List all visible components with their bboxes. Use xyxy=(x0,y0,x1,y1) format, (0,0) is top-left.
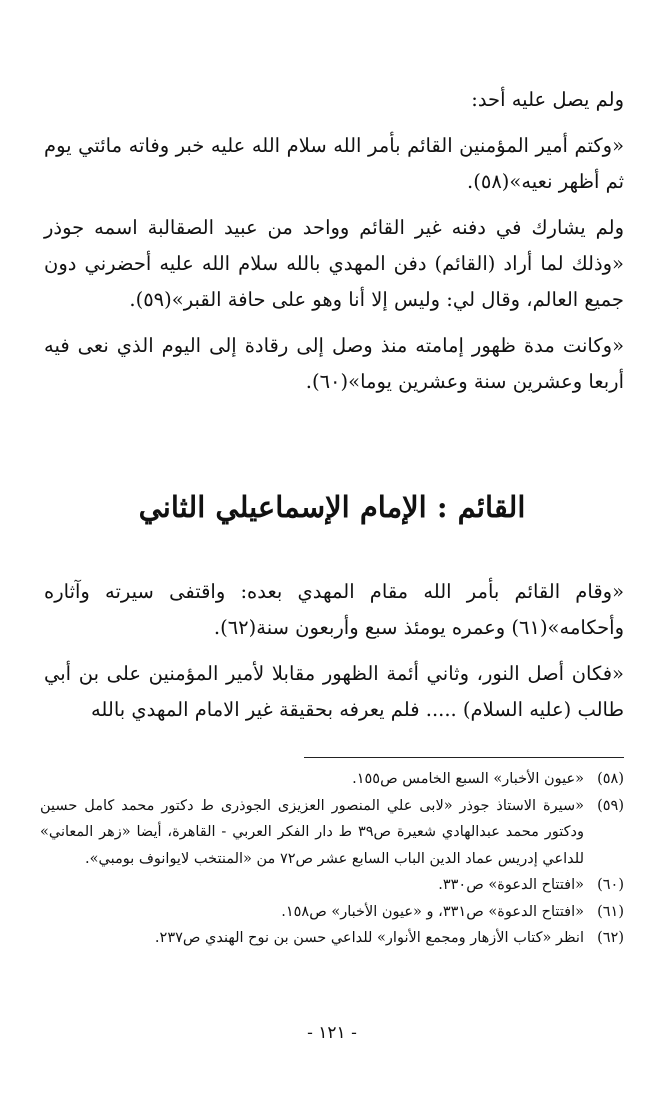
footnote-text: «عيون الأخبار» السبع الخامس ص١٥٥. xyxy=(352,771,584,787)
footnote-59 xyxy=(40,793,624,873)
footnote-58 xyxy=(40,766,624,793)
body-text-top xyxy=(0,82,664,400)
footnote-number: (٥٨) xyxy=(597,771,624,787)
section-paragraph-2: «فكان أصل النور، وثاني أئمة الظهور مقابلا لأمير المؤمنين على بن أبي طالب (عليه السلام) ..... فلم يعرفه بحقيقة غير الامام المهدي بالله xyxy=(44,662,624,721)
paragraph-1: ولم يصل عليه أحد: xyxy=(471,88,624,111)
footnote-60 xyxy=(40,872,624,899)
footnote-number: (٥٩) xyxy=(597,797,624,814)
footnote-62 xyxy=(40,925,624,952)
section-paragraph-1: «وقام القائم بأمر الله مقام المهدي بعده: واقتفى سيرته وآثاره وأحكامه»(٦١) وعمره يومئذ سبع وأربعون سنة(٦٢). xyxy=(44,580,624,639)
paragraph-4: «وكانت مدة ظهور إمامته منذ وصل إلى رقادة إلى اليوم الذي نعى فيه أربعا وعشرين سنة وعشرين يوما»(٦٠). xyxy=(44,334,624,393)
footnote-text: «افتتاح الدعوة» ص٣٣١، و «عيون الأخبار» ص١٥٨. xyxy=(281,903,584,920)
section-title: القائم : الإمام الإسماعيلي الثاني xyxy=(138,490,526,524)
footnotes xyxy=(0,766,664,952)
footnote-number: (٦١) xyxy=(597,903,624,920)
footnote-61 xyxy=(40,899,624,926)
footnote-text: «سيرة الاستاذ جوذر «لابى علي المنصور العزيزى الجوذرى ط دكتور محمد كامل حسين ودكتور محمد عبدالهادي شعيرة ص٣٩ ط دار الفكر العربي - القاهرة، أيضا «زهر المعاني» للداعي إدريس عماد الدين الباب السابع عشر ص٧٢ من «المنتخب لايوانوف بومبي». xyxy=(40,797,584,867)
footnote-text: انظر «كتاب الأزهار ومجمع الأنوار» للداعي حسن بن نوح الهندي ص٢٣٧. xyxy=(154,930,584,946)
paragraph-3: ولم يشارك في دفنه غير القائم وواحد من عبيد الصقالبة اسمه جوذر «وذلك لما أراد (القائم) دفن المهدي بالله سلام الله عليه أحضرني دون جميع العالم، وقال لي: وليس إلا أنا وهو على حافة القبر»(٥٩). xyxy=(44,216,624,311)
footnote-number: (٦٠) xyxy=(597,877,624,893)
paragraph-2: «وكتم أمير المؤمنين القائم بأمر الله سلام الله عليه خبر وفاته مائتي يوم ثم أظهر نعيه»(٥٨). xyxy=(44,134,624,193)
footnote-text: «افتتاح الدعوة» ص٣٣٠. xyxy=(438,877,584,893)
footnote-number: (٦٢) xyxy=(597,930,624,946)
body-text-section xyxy=(0,574,664,728)
footnote-divider xyxy=(304,757,624,758)
page-number: - ١٢١ - xyxy=(307,1023,357,1043)
